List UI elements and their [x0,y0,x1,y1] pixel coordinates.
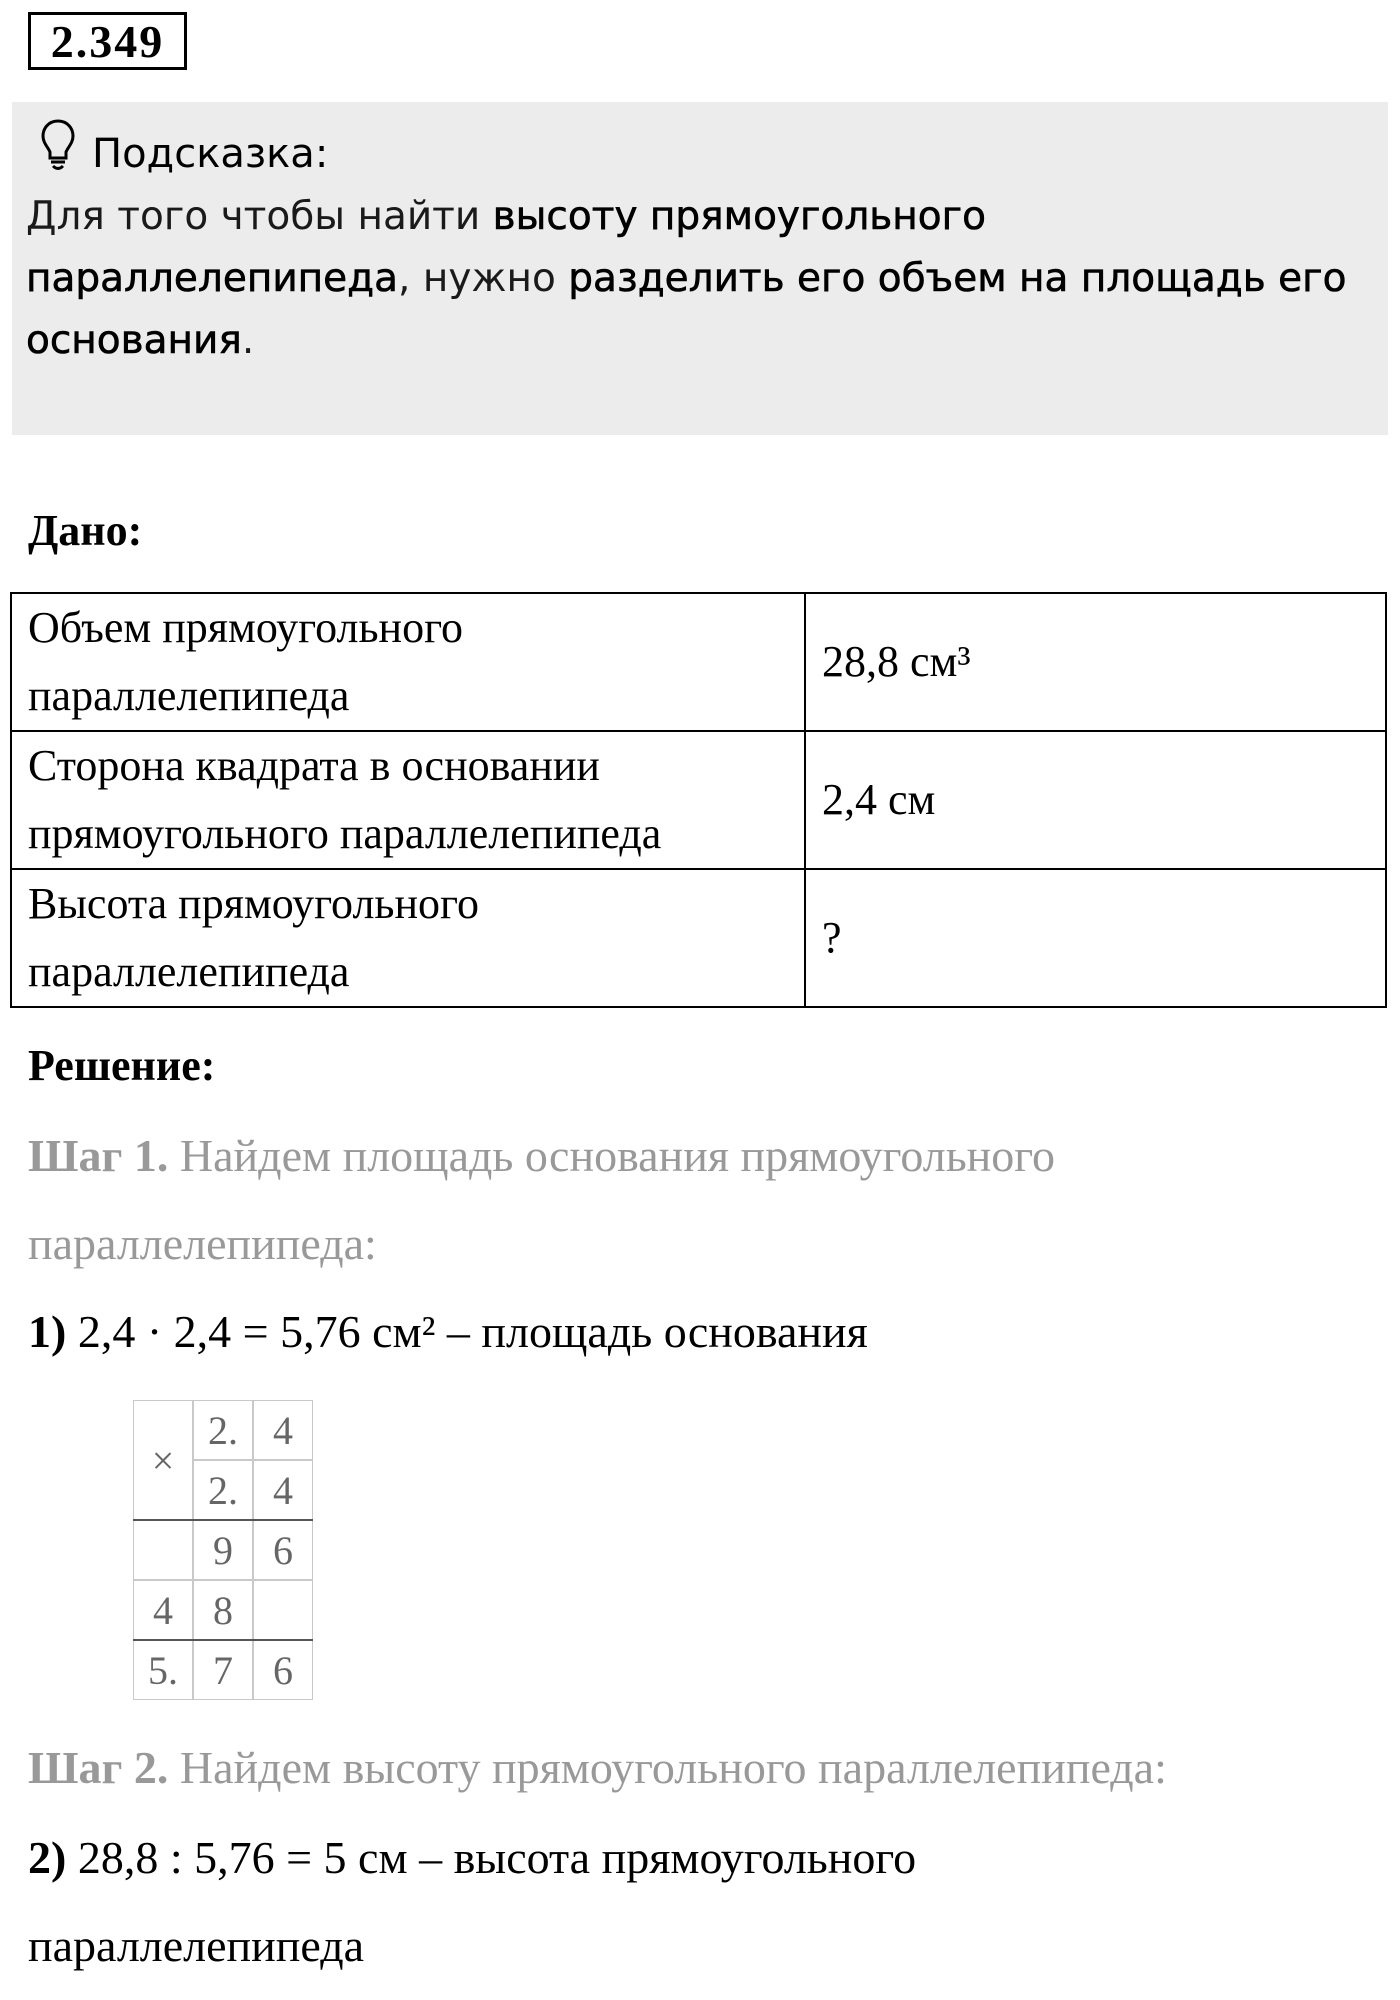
given-heading: Дано: [28,506,143,555]
step-1-text: Найдем площадь основания прямоугольного [168,1130,1056,1181]
lightbulb-icon [40,118,92,189]
given-table [10,592,1387,1008]
multiplication-cell: 2. [193,1460,253,1520]
multiplication-cell: 7 [193,1640,253,1700]
multiplication-cell: 6 [253,1640,313,1700]
hint-text-part: , нужно [398,256,569,301]
multiplication-cell: 4 [253,1460,313,1520]
hint-emphasis: высоту прямоугольного параллелепипеда [26,194,986,301]
multiplication-cell [253,1580,313,1640]
hint-text-part: Для того чтобы найти [26,194,493,239]
multiplication-cell: 4 [253,1400,313,1460]
multiply-sign: × [133,1400,193,1520]
given-value: 2,4 см [805,731,1386,869]
given-label-line: параллелепипеда [28,947,350,996]
step-1 [28,1124,1055,1188]
multiplication-cell: 8 [193,1580,253,1640]
calculation-2 [28,1826,916,1890]
given-value: 28,8 см³ [805,593,1386,731]
multiplication-cell: 6 [253,1520,313,1580]
hint-emphasis: разделить его объем на площадь его основания [26,256,1347,363]
solution-heading: Решение: [28,1041,216,1090]
given-row [11,593,1386,731]
calculation-1-expression: 2,4 · 2,4 = 5,76 см² – площадь основания [66,1306,868,1357]
given-row [11,869,1386,1007]
given-label-line: прямоугольного параллелепипеда [28,809,662,858]
calculation-2-number: 2) [28,1832,67,1883]
given-label [11,731,805,869]
given-label [11,869,805,1007]
calculation-2-continued: параллелепипеда [28,1920,365,1971]
step-2-label: Шаг 2. [28,1742,169,1793]
task-number: 2.349 [28,12,187,70]
given-row [11,731,1386,869]
given-label [11,593,805,731]
multiplication-cell: 2. [193,1400,253,1460]
hint-text-part: . [241,318,255,363]
given-label-line: Объем прямоугольного [28,603,464,652]
hint-title [40,118,328,189]
result-line [133,1519,313,1521]
step-2-text: Найдем высоту прямоугольного параллелепипеда: [168,1742,1167,1793]
calculation-2-expression: 28,8 : 5,76 = 5 см – высота прямоугольного [66,1832,917,1883]
calculation-1-number: 1) [28,1306,67,1357]
given-label-line: Высота прямоугольного [28,879,479,928]
step-2 [28,1736,1167,1800]
multiplication-cell: 9 [193,1520,253,1580]
multiplication-cell [133,1520,193,1580]
given-label-line: параллелепипеда [28,671,350,720]
calculation-1 [28,1300,868,1364]
multiplication-cell: 4 [133,1580,193,1640]
given-value: ? [805,869,1386,1007]
hint-box [12,102,1388,435]
multiplication-cell: 5. [133,1640,193,1700]
step-1-continued: параллелепипеда: [28,1218,377,1269]
hint-text [26,186,1356,372]
step-1-label: Шаг 1. [28,1130,169,1181]
given-label-line: Сторона квадрата в основании [28,741,600,790]
hint-title-text: Подсказка: [92,130,329,177]
result-line [133,1639,313,1641]
